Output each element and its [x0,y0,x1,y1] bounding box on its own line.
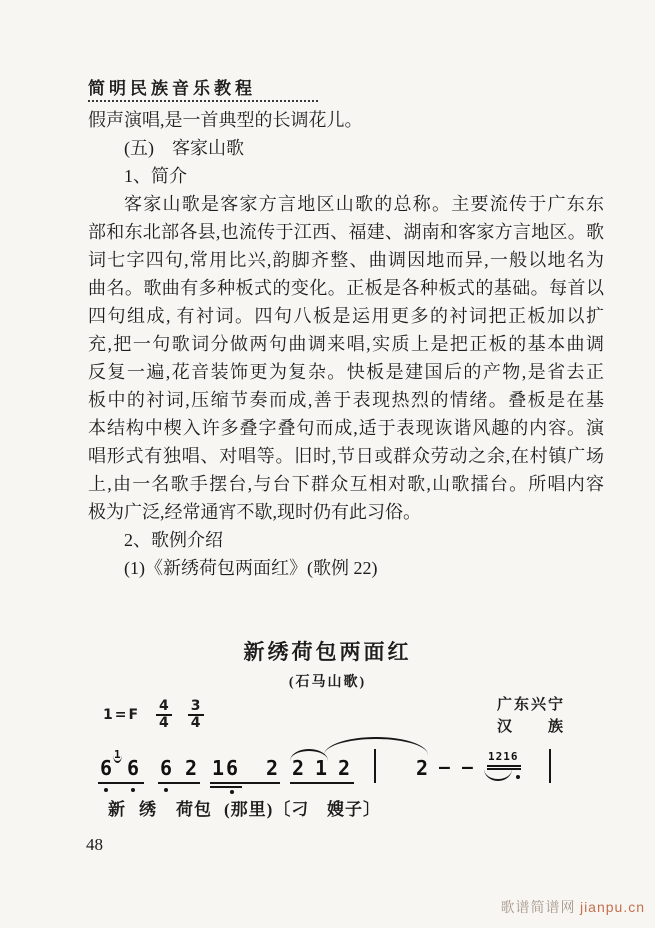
paragraph-line: 反复一遍,花音装饰更为复杂。快板是建国后的产物,是省去正 [88,362,604,382]
beam-line [210,786,242,788]
paragraph-line: 板中的衬词,压缩节奏而成,善于表现热烈的情绪。叠板是在基 [88,390,604,410]
note-digit: 6 [100,756,113,780]
octave-dot [104,788,108,792]
key-signature: 1=F [103,707,141,723]
watermark-site-url: jianpu.cn [579,899,645,915]
duration-dash: — [439,757,450,778]
note-group [212,757,280,797]
beam-line [210,782,280,784]
key-time-row [103,698,204,732]
note-group [160,757,198,797]
note-digit: 2 [416,756,429,780]
lyric-segment: 绣 [139,800,157,819]
origin-ethnicity: 汉 族 [497,719,566,735]
time-signature-44 [156,700,172,730]
paragraph-line: 极为广泛,经常通宵不歇,现时仍有此习俗。 [88,502,421,522]
barline [549,749,551,783]
paragraph-line: 客家山歌是客家方言地区山歌的总称。主要流传于广东东 [124,194,604,214]
slur-arc [290,749,328,761]
octave-dot [164,788,168,792]
duration-dash: — [462,757,473,778]
ornament-dot [516,775,520,779]
note-digit: 1 [315,756,328,780]
ornament-notes: 1216 [488,750,519,763]
time-signature-34 [188,700,204,730]
book-title: 简明民族音乐教程 [88,79,256,98]
time-signature-denominator: 4 [156,714,172,730]
note-digit: 6 [127,756,140,780]
paragraph-line: 曲名。歌曲有多种板式的变化。正板是各种板式的基础。每首以 [88,278,604,298]
paragraph-line: 词七字四句,常用比兴,韵脚齐整、曲调因地而异,一般以地名为 [88,250,604,270]
note-digit: 2 [266,756,279,780]
barline [374,749,376,783]
beam-line [158,782,200,784]
lyric-segment: 嫂子〕 [327,800,381,819]
score-title: 新绣荷包两面红 [243,640,412,664]
grace-slur-arc [113,755,122,763]
note-digit: 1 [212,756,225,780]
time-signature-numerator: 3 [190,698,201,714]
lyric-segment: (那里)〔刁 [224,800,310,819]
sub-heading-1: 1、简介 [124,166,187,186]
paragraph-line: 上,由一名歌手摆台,与台下群众互相对歌,山歌擂台。所唱内容 [88,474,604,494]
lyrics-line [0,795,655,823]
origin-region: 广东兴宁 [497,697,566,713]
time-signature-numerator: 4 [159,698,169,714]
beam-line [98,782,144,784]
header-dotted-rule [88,100,318,102]
page-number: 48 [86,835,103,854]
paragraph-line: 充,把一句歌词分做两句曲调来唱,实质上是把正板的基本曲调 [88,334,604,354]
paragraph-line: 四句组成, 有衬词。四句八板是运用更多的衬词把正板加以扩 [88,306,604,326]
tie-arc [324,737,428,755]
ornament-slide-arc [484,769,512,781]
paragraph-line: 唱形式有独唱、对唱等。旧时,节日或群众劳动之余,在村镇广场 [88,446,604,466]
lyric-segment: 荷包 [176,800,212,819]
note-digit: 2 [185,756,198,780]
watermark [500,897,645,917]
body-text [88,106,604,582]
note-group [100,748,142,797]
intro-line: 假声演唱,是一首典型的长调花儿。 [88,110,363,130]
note-digit: 2 [292,756,305,780]
octave-dot [131,788,135,792]
section-heading: (五) 客家山歌 [124,138,244,158]
paragraph-line: 本结构中楔入许多叠字叠句而成,适于表现诙谐风趣的内容。演 [88,418,604,438]
origin-block [497,694,567,738]
paragraph-line: 部和东北部各县,也流传于江西、福建、湖南和客家方言地区。歌 [88,222,604,242]
sub-heading-2: 2、歌例介绍 [124,530,223,550]
grace-note: 1 [114,748,121,761]
ornament-group [488,750,528,797]
note-group [292,757,356,797]
notation-line [0,745,655,797]
score-subtitle: (石马山歌) [288,675,367,690]
octave-dot [230,790,234,794]
beam-line [290,782,354,784]
note-digit: 6 [226,756,239,780]
beam-line [487,765,521,767]
watermark-site-name: 歌谱简谱网 [500,901,576,916]
note-digit: 2 [338,756,351,780]
note-digit: 6 [160,756,173,780]
example-line: (1)《新绣荷包两面红》(歌例 22) [124,558,378,578]
lyric-segment: 新 [108,800,126,819]
time-signature-denominator: 4 [188,714,204,730]
note-group [416,757,486,797]
